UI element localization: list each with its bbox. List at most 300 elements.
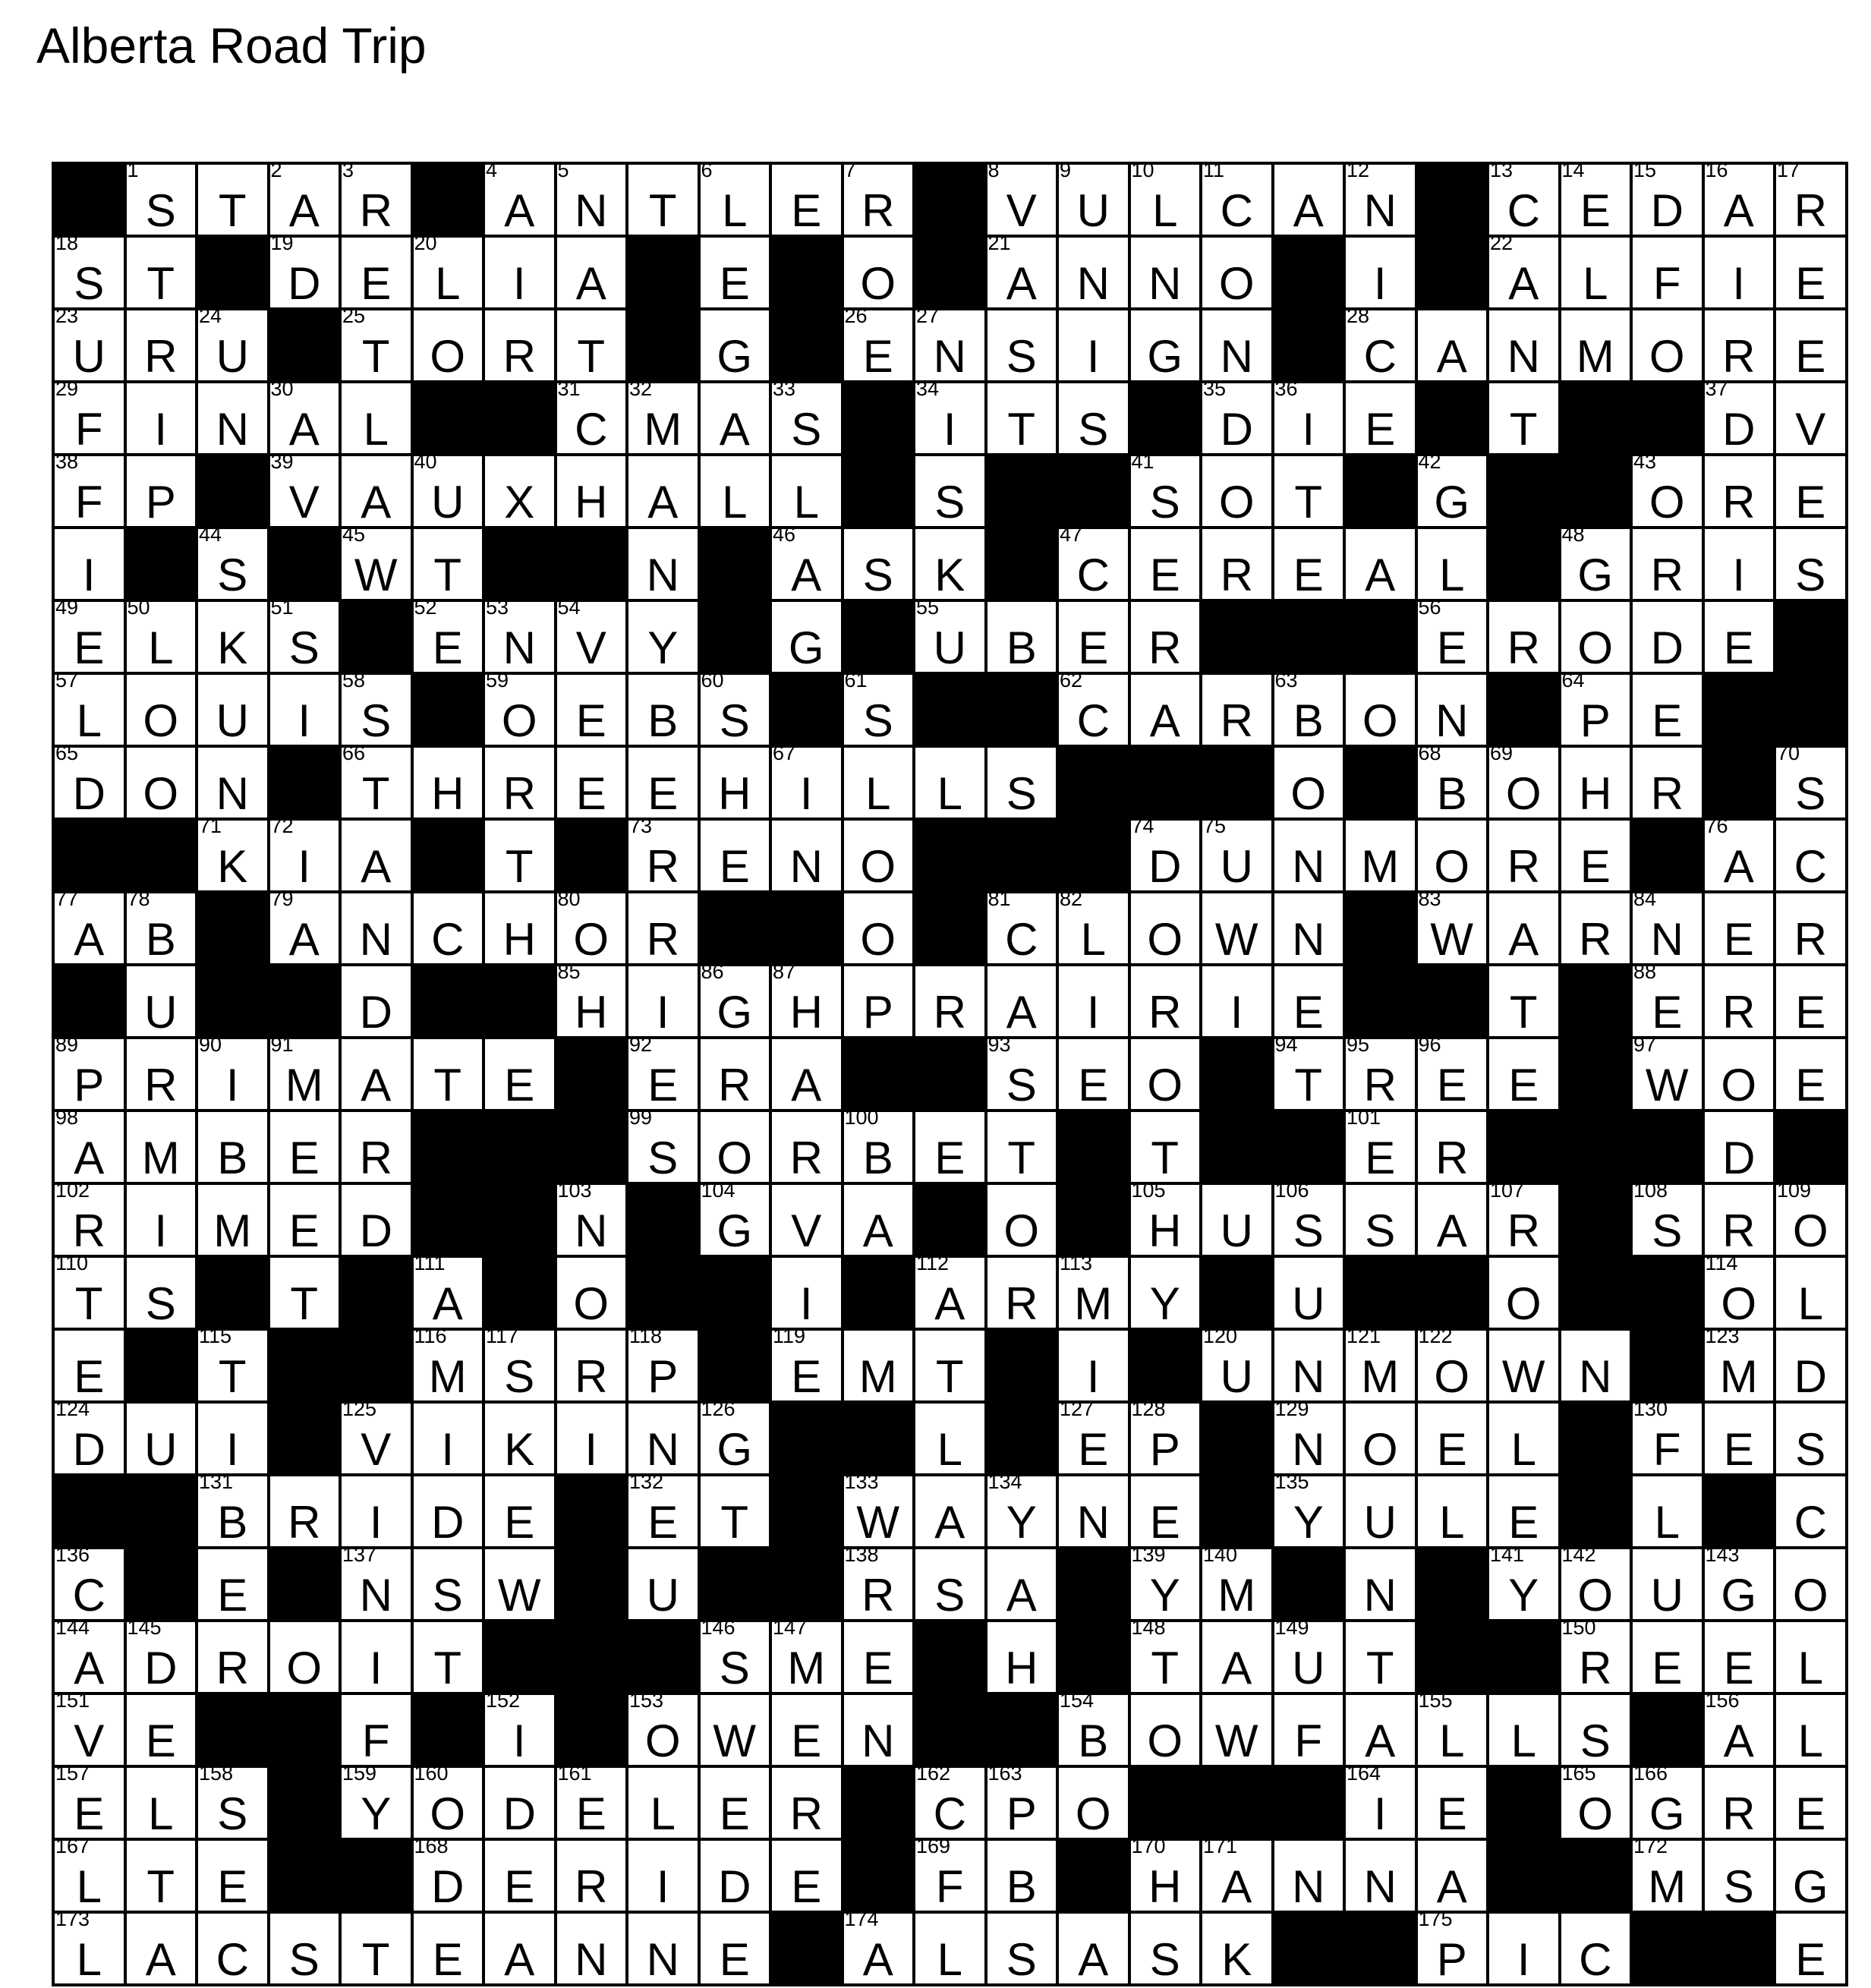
grid-cell[interactable] xyxy=(1703,814,1775,892)
grid-cell[interactable] xyxy=(986,1111,1058,1183)
grid-cell[interactable] xyxy=(1416,1475,1488,1548)
grid-cell[interactable] xyxy=(699,1839,771,1912)
grid-cell[interactable] xyxy=(1631,1548,1703,1621)
grid-cell[interactable] xyxy=(412,1762,484,1839)
grid-cell[interactable] xyxy=(627,1402,699,1475)
grid-cell[interactable] xyxy=(843,1470,915,1548)
grid-cell[interactable] xyxy=(556,1256,628,1329)
grid-cell[interactable] xyxy=(197,673,269,746)
grid-cell[interactable] xyxy=(556,1839,628,1912)
grid-cell[interactable] xyxy=(556,309,628,382)
grid-cell[interactable] xyxy=(843,1329,915,1402)
grid-cell[interactable] xyxy=(1129,1038,1202,1111)
grid-cell[interactable] xyxy=(1416,887,1488,965)
grid-cell[interactable] xyxy=(1273,819,1345,892)
grid-cell[interactable] xyxy=(1488,1256,1560,1329)
grid-cell[interactable] xyxy=(1057,1689,1129,1766)
grid-cell[interactable] xyxy=(770,455,843,528)
grid-cell[interactable] xyxy=(1201,1621,1273,1693)
grid-cell[interactable] xyxy=(770,1693,843,1766)
grid-cell[interactable] xyxy=(914,1762,986,1839)
grid-cell[interactable] xyxy=(699,1766,771,1839)
grid-cell[interactable] xyxy=(1273,1616,1345,1693)
grid-cell[interactable] xyxy=(1631,600,1703,673)
grid-cell[interactable] xyxy=(125,1616,197,1693)
grid-cell[interactable] xyxy=(1703,455,1775,528)
grid-cell[interactable] xyxy=(1703,1689,1775,1766)
grid-cell[interactable] xyxy=(1775,382,1847,455)
grid-cell[interactable] xyxy=(699,746,771,819)
grid-cell[interactable] xyxy=(1560,1543,1632,1621)
grid-cell[interactable] xyxy=(483,596,556,673)
grid-cell[interactable] xyxy=(986,1839,1058,1912)
grid-cell[interactable] xyxy=(125,159,197,236)
grid-cell[interactable] xyxy=(843,892,915,965)
grid-cell[interactable] xyxy=(53,1835,125,1912)
grid-cell[interactable] xyxy=(53,1252,125,1329)
grid-cell[interactable] xyxy=(483,1038,556,1111)
grid-cell[interactable] xyxy=(914,304,986,382)
grid-cell[interactable] xyxy=(627,455,699,528)
grid-cell[interactable] xyxy=(556,377,628,455)
grid-cell[interactable] xyxy=(986,1183,1058,1256)
grid-cell[interactable] xyxy=(1344,382,1416,455)
grid-cell[interactable] xyxy=(1344,304,1416,382)
grid-cell[interactable] xyxy=(1488,1693,1560,1766)
grid-cell[interactable] xyxy=(1129,236,1202,309)
grid-cell[interactable] xyxy=(1775,1256,1847,1329)
grid-cell[interactable] xyxy=(197,1762,269,1839)
grid-cell[interactable] xyxy=(125,1766,197,1839)
grid-cell[interactable] xyxy=(483,746,556,819)
grid-cell[interactable] xyxy=(1631,236,1703,309)
grid-cell[interactable] xyxy=(1201,892,1273,965)
grid-cell[interactable] xyxy=(1703,236,1775,309)
grid-cell[interactable] xyxy=(125,455,197,528)
grid-cell[interactable] xyxy=(1201,1325,1273,1402)
grid-cell[interactable] xyxy=(627,163,699,236)
grid-cell[interactable] xyxy=(843,1621,915,1693)
grid-cell[interactable] xyxy=(53,450,125,528)
grid-cell[interactable] xyxy=(483,1689,556,1766)
grid-cell[interactable] xyxy=(556,673,628,746)
grid-cell[interactable] xyxy=(125,1183,197,1256)
grid-cell[interactable] xyxy=(1344,1402,1416,1475)
grid-cell[interactable] xyxy=(1488,382,1560,455)
grid-cell[interactable] xyxy=(53,596,125,673)
grid-cell[interactable] xyxy=(1560,1762,1632,1839)
grid-cell[interactable] xyxy=(1344,528,1416,600)
grid-cell[interactable] xyxy=(699,1397,771,1475)
grid-cell[interactable] xyxy=(770,1839,843,1912)
grid-cell[interactable] xyxy=(843,1183,915,1256)
grid-cell[interactable] xyxy=(1631,673,1703,746)
grid-cell[interactable] xyxy=(1631,1179,1703,1256)
grid-cell[interactable] xyxy=(269,377,341,455)
grid-cell[interactable] xyxy=(770,742,843,819)
grid-cell[interactable] xyxy=(1416,450,1488,528)
grid-cell[interactable] xyxy=(1201,377,1273,455)
grid-cell[interactable] xyxy=(340,1397,412,1475)
grid-cell[interactable] xyxy=(340,304,412,382)
grid-cell[interactable] xyxy=(197,163,269,236)
grid-cell[interactable] xyxy=(1560,159,1632,236)
grid-cell[interactable] xyxy=(1488,1912,1560,1985)
grid-cell[interactable] xyxy=(699,1616,771,1693)
grid-cell[interactable] xyxy=(1416,742,1488,819)
grid-cell[interactable] xyxy=(1273,1470,1345,1548)
grid-cell[interactable] xyxy=(269,887,341,965)
grid-cell[interactable] xyxy=(53,1543,125,1621)
grid-cell[interactable] xyxy=(1201,309,1273,382)
grid-cell[interactable] xyxy=(340,1111,412,1183)
grid-cell[interactable] xyxy=(53,1106,125,1183)
grid-cell[interactable] xyxy=(53,1329,125,1402)
grid-cell[interactable] xyxy=(340,1543,412,1621)
grid-cell[interactable] xyxy=(1416,1766,1488,1839)
grid-cell[interactable] xyxy=(1703,892,1775,965)
grid-cell[interactable] xyxy=(483,1548,556,1621)
grid-cell[interactable] xyxy=(1057,382,1129,455)
grid-cell[interactable] xyxy=(197,746,269,819)
grid-cell[interactable] xyxy=(1775,159,1847,236)
grid-cell[interactable] xyxy=(986,600,1058,673)
grid-cell[interactable] xyxy=(1703,965,1775,1038)
grid-cell[interactable] xyxy=(1129,814,1202,892)
grid-cell[interactable] xyxy=(1273,1693,1345,1766)
grid-cell[interactable] xyxy=(1775,455,1847,528)
grid-cell[interactable] xyxy=(914,528,986,600)
grid-cell[interactable] xyxy=(1201,814,1273,892)
grid-cell[interactable] xyxy=(699,1179,771,1256)
grid-cell[interactable] xyxy=(412,1475,484,1548)
grid-cell[interactable] xyxy=(1344,819,1416,892)
grid-cell[interactable] xyxy=(1201,236,1273,309)
grid-cell[interactable] xyxy=(1703,377,1775,455)
grid-cell[interactable] xyxy=(1344,236,1416,309)
grid-cell[interactable] xyxy=(1129,1543,1202,1621)
grid-cell[interactable] xyxy=(1775,1402,1847,1475)
grid-cell[interactable] xyxy=(53,742,125,819)
grid-cell[interactable] xyxy=(627,600,699,673)
grid-cell[interactable] xyxy=(627,1689,699,1766)
grid-cell[interactable] xyxy=(1560,892,1632,965)
grid-cell[interactable] xyxy=(1416,528,1488,600)
grid-cell[interactable] xyxy=(483,1325,556,1402)
grid-cell[interactable] xyxy=(269,232,341,309)
grid-cell[interactable] xyxy=(269,1111,341,1183)
grid-cell[interactable] xyxy=(699,1912,771,1985)
grid-cell[interactable] xyxy=(1201,1912,1273,1985)
grid-cell[interactable] xyxy=(483,669,556,746)
grid-cell[interactable] xyxy=(556,159,628,236)
grid-cell[interactable] xyxy=(914,377,986,455)
grid-cell[interactable] xyxy=(412,1548,484,1621)
grid-cell[interactable] xyxy=(197,1470,269,1548)
grid-cell[interactable] xyxy=(699,309,771,382)
grid-cell[interactable] xyxy=(627,1325,699,1402)
grid-cell[interactable] xyxy=(1129,1475,1202,1548)
grid-cell[interactable] xyxy=(269,673,341,746)
grid-cell[interactable] xyxy=(1201,455,1273,528)
grid-cell[interactable] xyxy=(125,746,197,819)
grid-cell[interactable] xyxy=(1129,1616,1202,1693)
grid-cell[interactable] xyxy=(1631,1835,1703,1912)
grid-cell[interactable] xyxy=(197,1621,269,1693)
grid-cell[interactable] xyxy=(1057,236,1129,309)
grid-cell[interactable] xyxy=(125,1693,197,1766)
grid-cell[interactable] xyxy=(770,1111,843,1183)
grid-cell[interactable] xyxy=(197,814,269,892)
grid-cell[interactable] xyxy=(627,965,699,1038)
grid-cell[interactable] xyxy=(843,1106,915,1183)
grid-cell[interactable] xyxy=(986,1621,1058,1693)
grid-cell[interactable] xyxy=(1201,1693,1273,1766)
grid-cell[interactable] xyxy=(986,965,1058,1038)
grid-cell[interactable] xyxy=(770,163,843,236)
grid-cell[interactable] xyxy=(843,1693,915,1766)
grid-cell[interactable] xyxy=(197,1548,269,1621)
grid-cell[interactable] xyxy=(1560,1912,1632,1985)
grid-cell[interactable] xyxy=(197,1912,269,1985)
grid-cell[interactable] xyxy=(340,892,412,965)
grid-cell[interactable] xyxy=(1560,819,1632,892)
grid-cell[interactable] xyxy=(1273,669,1345,746)
grid-cell[interactable] xyxy=(1273,892,1345,965)
grid-cell[interactable] xyxy=(1201,1543,1273,1621)
grid-cell[interactable] xyxy=(269,1256,341,1329)
grid-cell[interactable] xyxy=(483,819,556,892)
grid-cell[interactable] xyxy=(53,1689,125,1766)
grid-cell[interactable] xyxy=(914,596,986,673)
grid-cell[interactable] xyxy=(1775,1693,1847,1766)
grid-cell[interactable] xyxy=(1201,528,1273,600)
grid-cell[interactable] xyxy=(412,232,484,309)
grid-cell[interactable] xyxy=(1129,1179,1202,1256)
grid-cell[interactable] xyxy=(1273,1179,1345,1256)
grid-cell[interactable] xyxy=(556,236,628,309)
grid-cell[interactable] xyxy=(699,1038,771,1111)
grid-cell[interactable] xyxy=(699,382,771,455)
grid-cell[interactable] xyxy=(53,232,125,309)
grid-cell[interactable] xyxy=(1488,1402,1560,1475)
grid-cell[interactable] xyxy=(340,965,412,1038)
grid-cell[interactable] xyxy=(483,1839,556,1912)
grid-cell[interactable] xyxy=(986,746,1058,819)
grid-cell[interactable] xyxy=(556,960,628,1038)
grid-cell[interactable] xyxy=(197,304,269,382)
grid-cell[interactable] xyxy=(125,1256,197,1329)
grid-cell[interactable] xyxy=(914,455,986,528)
grid-cell[interactable] xyxy=(1775,1329,1847,1402)
grid-cell[interactable] xyxy=(1703,309,1775,382)
grid-cell[interactable] xyxy=(1344,1762,1416,1839)
grid-cell[interactable] xyxy=(1775,236,1847,309)
grid-cell[interactable] xyxy=(1129,673,1202,746)
grid-cell[interactable] xyxy=(986,1256,1058,1329)
grid-cell[interactable] xyxy=(699,236,771,309)
grid-cell[interactable] xyxy=(627,1912,699,1985)
grid-cell[interactable] xyxy=(843,1908,915,1985)
grid-cell[interactable] xyxy=(1775,1038,1847,1111)
grid-cell[interactable] xyxy=(770,377,843,455)
grid-cell[interactable] xyxy=(843,159,915,236)
grid-cell[interactable] xyxy=(1703,1325,1775,1402)
grid-cell[interactable] xyxy=(914,1329,986,1402)
grid-cell[interactable] xyxy=(340,1762,412,1839)
grid-cell[interactable] xyxy=(1057,159,1129,236)
grid-cell[interactable] xyxy=(914,965,986,1038)
grid-cell[interactable] xyxy=(1560,1616,1632,1693)
grid-cell[interactable] xyxy=(770,1256,843,1329)
grid-cell[interactable] xyxy=(1775,892,1847,965)
grid-cell[interactable] xyxy=(1344,1325,1416,1402)
grid-cell[interactable] xyxy=(1488,232,1560,309)
grid-cell[interactable] xyxy=(269,596,341,673)
grid-cell[interactable] xyxy=(914,746,986,819)
grid-cell[interactable] xyxy=(556,1402,628,1475)
grid-cell[interactable] xyxy=(1775,1912,1847,1985)
grid-cell[interactable] xyxy=(125,965,197,1038)
grid-cell[interactable] xyxy=(627,377,699,455)
grid-cell[interactable] xyxy=(1775,1839,1847,1912)
grid-cell[interactable] xyxy=(483,236,556,309)
grid-cell[interactable] xyxy=(1488,1475,1560,1548)
grid-cell[interactable] xyxy=(1416,1908,1488,1985)
grid-cell[interactable] xyxy=(914,1402,986,1475)
grid-cell[interactable] xyxy=(1057,309,1129,382)
grid-cell[interactable] xyxy=(1560,669,1632,746)
grid-cell[interactable] xyxy=(1273,1256,1345,1329)
grid-cell[interactable] xyxy=(1775,1475,1847,1548)
grid-cell[interactable] xyxy=(340,819,412,892)
grid-cell[interactable] xyxy=(1273,965,1345,1038)
grid-cell[interactable] xyxy=(125,1038,197,1111)
grid-cell[interactable] xyxy=(1631,450,1703,528)
grid-cell[interactable] xyxy=(483,455,556,528)
grid-cell[interactable] xyxy=(1703,1839,1775,1912)
grid-cell[interactable] xyxy=(1775,819,1847,892)
grid-cell[interactable] xyxy=(843,746,915,819)
grid-cell[interactable] xyxy=(1703,600,1775,673)
grid-cell[interactable] xyxy=(1129,1693,1202,1766)
grid-cell[interactable] xyxy=(1057,600,1129,673)
grid-cell[interactable] xyxy=(412,309,484,382)
grid-cell[interactable] xyxy=(1273,377,1345,455)
grid-cell[interactable] xyxy=(1416,673,1488,746)
grid-cell[interactable] xyxy=(1273,1033,1345,1111)
grid-cell[interactable] xyxy=(197,1111,269,1183)
grid-cell[interactable] xyxy=(1631,309,1703,382)
grid-cell[interactable] xyxy=(1488,965,1560,1038)
grid-cell[interactable] xyxy=(1416,1183,1488,1256)
grid-cell[interactable] xyxy=(340,523,412,600)
grid-cell[interactable] xyxy=(699,960,771,1038)
grid-cell[interactable] xyxy=(1703,159,1775,236)
grid-cell[interactable] xyxy=(269,450,341,528)
grid-cell[interactable] xyxy=(1775,1621,1847,1693)
grid-cell[interactable] xyxy=(770,1766,843,1839)
grid-cell[interactable] xyxy=(1057,1766,1129,1839)
grid-cell[interactable] xyxy=(269,159,341,236)
grid-cell[interactable] xyxy=(770,1325,843,1402)
grid-cell[interactable] xyxy=(1416,1111,1488,1183)
grid-cell[interactable] xyxy=(53,1397,125,1475)
grid-cell[interactable] xyxy=(627,1470,699,1548)
grid-cell[interactable] xyxy=(197,523,269,600)
grid-cell[interactable] xyxy=(1416,309,1488,382)
grid-cell[interactable] xyxy=(627,1106,699,1183)
grid-cell[interactable] xyxy=(1775,965,1847,1038)
grid-cell[interactable] xyxy=(1631,1033,1703,1111)
grid-cell[interactable] xyxy=(1631,1621,1703,1693)
grid-cell[interactable] xyxy=(1057,669,1129,746)
grid-cell[interactable] xyxy=(556,887,628,965)
grid-cell[interactable] xyxy=(53,1179,125,1256)
grid-cell[interactable] xyxy=(53,1616,125,1693)
grid-cell[interactable] xyxy=(412,892,484,965)
grid-cell[interactable] xyxy=(483,1912,556,1985)
grid-cell[interactable] xyxy=(1344,1106,1416,1183)
grid-cell[interactable] xyxy=(1775,742,1847,819)
grid-cell[interactable] xyxy=(1273,455,1345,528)
grid-cell[interactable] xyxy=(1775,1179,1847,1256)
grid-cell[interactable] xyxy=(770,600,843,673)
grid-cell[interactable] xyxy=(1201,159,1273,236)
grid-cell[interactable] xyxy=(1273,1329,1345,1402)
grid-cell[interactable] xyxy=(1703,1111,1775,1183)
grid-cell[interactable] xyxy=(699,669,771,746)
grid-cell[interactable] xyxy=(1057,1475,1129,1548)
grid-cell[interactable] xyxy=(197,382,269,455)
grid-cell[interactable] xyxy=(699,1475,771,1548)
grid-cell[interactable] xyxy=(412,1402,484,1475)
grid-cell[interactable] xyxy=(53,528,125,600)
grid-cell[interactable] xyxy=(1631,528,1703,600)
grid-cell[interactable] xyxy=(914,1111,986,1183)
grid-cell[interactable] xyxy=(699,159,771,236)
grid-cell[interactable] xyxy=(1775,528,1847,600)
grid-cell[interactable] xyxy=(770,819,843,892)
grid-cell[interactable] xyxy=(483,892,556,965)
grid-cell[interactable] xyxy=(1775,1548,1847,1621)
grid-cell[interactable] xyxy=(1129,159,1202,236)
grid-cell[interactable] xyxy=(986,1033,1058,1111)
grid-cell[interactable] xyxy=(125,887,197,965)
grid-cell[interactable] xyxy=(986,1548,1058,1621)
grid-cell[interactable] xyxy=(1631,1475,1703,1548)
grid-cell[interactable] xyxy=(1129,528,1202,600)
grid-cell[interactable] xyxy=(125,309,197,382)
grid-cell[interactable] xyxy=(1631,1397,1703,1475)
grid-cell[interactable] xyxy=(412,1038,484,1111)
grid-cell[interactable] xyxy=(1273,746,1345,819)
grid-cell[interactable] xyxy=(843,528,915,600)
grid-cell[interactable] xyxy=(269,1033,341,1111)
grid-cell[interactable] xyxy=(627,814,699,892)
grid-cell[interactable] xyxy=(269,1621,341,1693)
grid-cell[interactable] xyxy=(340,742,412,819)
grid-cell[interactable] xyxy=(125,1839,197,1912)
grid-cell[interactable] xyxy=(53,377,125,455)
grid-cell[interactable] xyxy=(1416,1033,1488,1111)
grid-cell[interactable] xyxy=(627,892,699,965)
grid-cell[interactable] xyxy=(1273,163,1345,236)
grid-cell[interactable] xyxy=(1129,600,1202,673)
grid-cell[interactable] xyxy=(412,1621,484,1693)
grid-cell[interactable] xyxy=(412,596,484,673)
grid-cell[interactable] xyxy=(1344,1033,1416,1111)
